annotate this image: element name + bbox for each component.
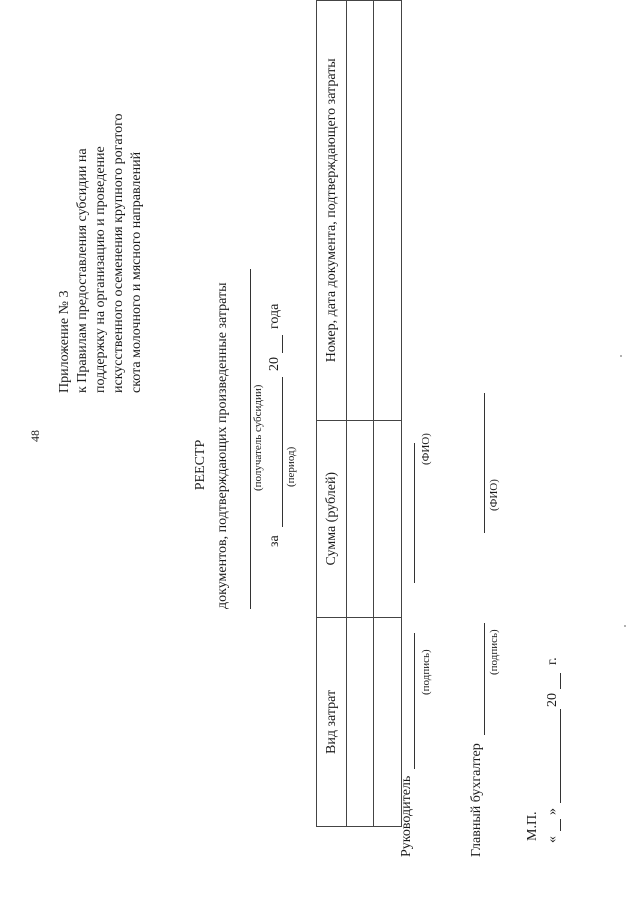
table-cell[interactable] [347,420,374,617]
date-year-suffix: г. [545,657,560,665]
appendix-line: поддержку на организацию и проведение [93,146,108,393]
head-fio-caption: (ФИО) [420,433,432,465]
day-line [560,819,561,831]
stamp-label: М.П. [525,811,540,841]
registry-title: РЕЕСТР [193,439,208,491]
accountant-sign-line [484,623,485,735]
period-prefix: за [267,535,282,547]
table-row [347,1,374,827]
head-fio-line [414,443,415,583]
table-cell[interactable] [374,1,402,421]
appendix-line: Приложение № 3 [57,290,72,393]
year-suffix: года [267,303,282,329]
accountant-label: Главный бухгалтер [469,743,484,857]
scan-speck [624,625,626,627]
head-label: Руководитель [399,775,414,857]
appendix-line: скота молочного и мясного направлений [129,151,144,393]
page-number: 48 [28,430,42,442]
recipient-line [250,269,251,609]
registry-table [316,0,402,827]
year-prefix: 20 [267,357,282,371]
month-line [560,709,561,803]
date-close-quote: » [545,808,560,815]
date-year-line [560,673,561,689]
scan-speck [620,355,622,357]
recipient-caption: (получатель субсидии) [252,384,264,491]
appendix-line: к Правилам предоставления субсидии на [75,148,90,393]
table-header-row [317,1,347,827]
table-row [374,1,402,827]
accountant-sign-caption: (подпись) [488,629,500,675]
head-sign-line [414,633,415,769]
header-expense-type: Вид затрат [317,617,347,826]
date-year-prefix: 20 [545,693,560,707]
accountant-fio-caption: (ФИО) [488,479,500,511]
table-cell[interactable] [347,617,374,826]
table-cell[interactable] [347,1,374,421]
table-cell[interactable] [374,420,402,617]
period-line [282,377,283,527]
year-line [282,335,283,353]
accountant-fio-line [484,393,485,533]
appendix-line: искусственного осеменения крупного рогатого [111,113,126,393]
appendix-block [56,33,146,393]
registry-subtitle: документов, подтверждающих произведенные затраты [215,282,230,609]
header-document: Номер, дата документа, подтверждающего затраты [317,1,347,421]
date-open-quote: « [545,836,560,843]
period-caption: (период) [285,446,297,487]
header-amount: Сумма (рублей) [317,420,347,617]
head-sign-caption: (подпись) [420,649,432,695]
